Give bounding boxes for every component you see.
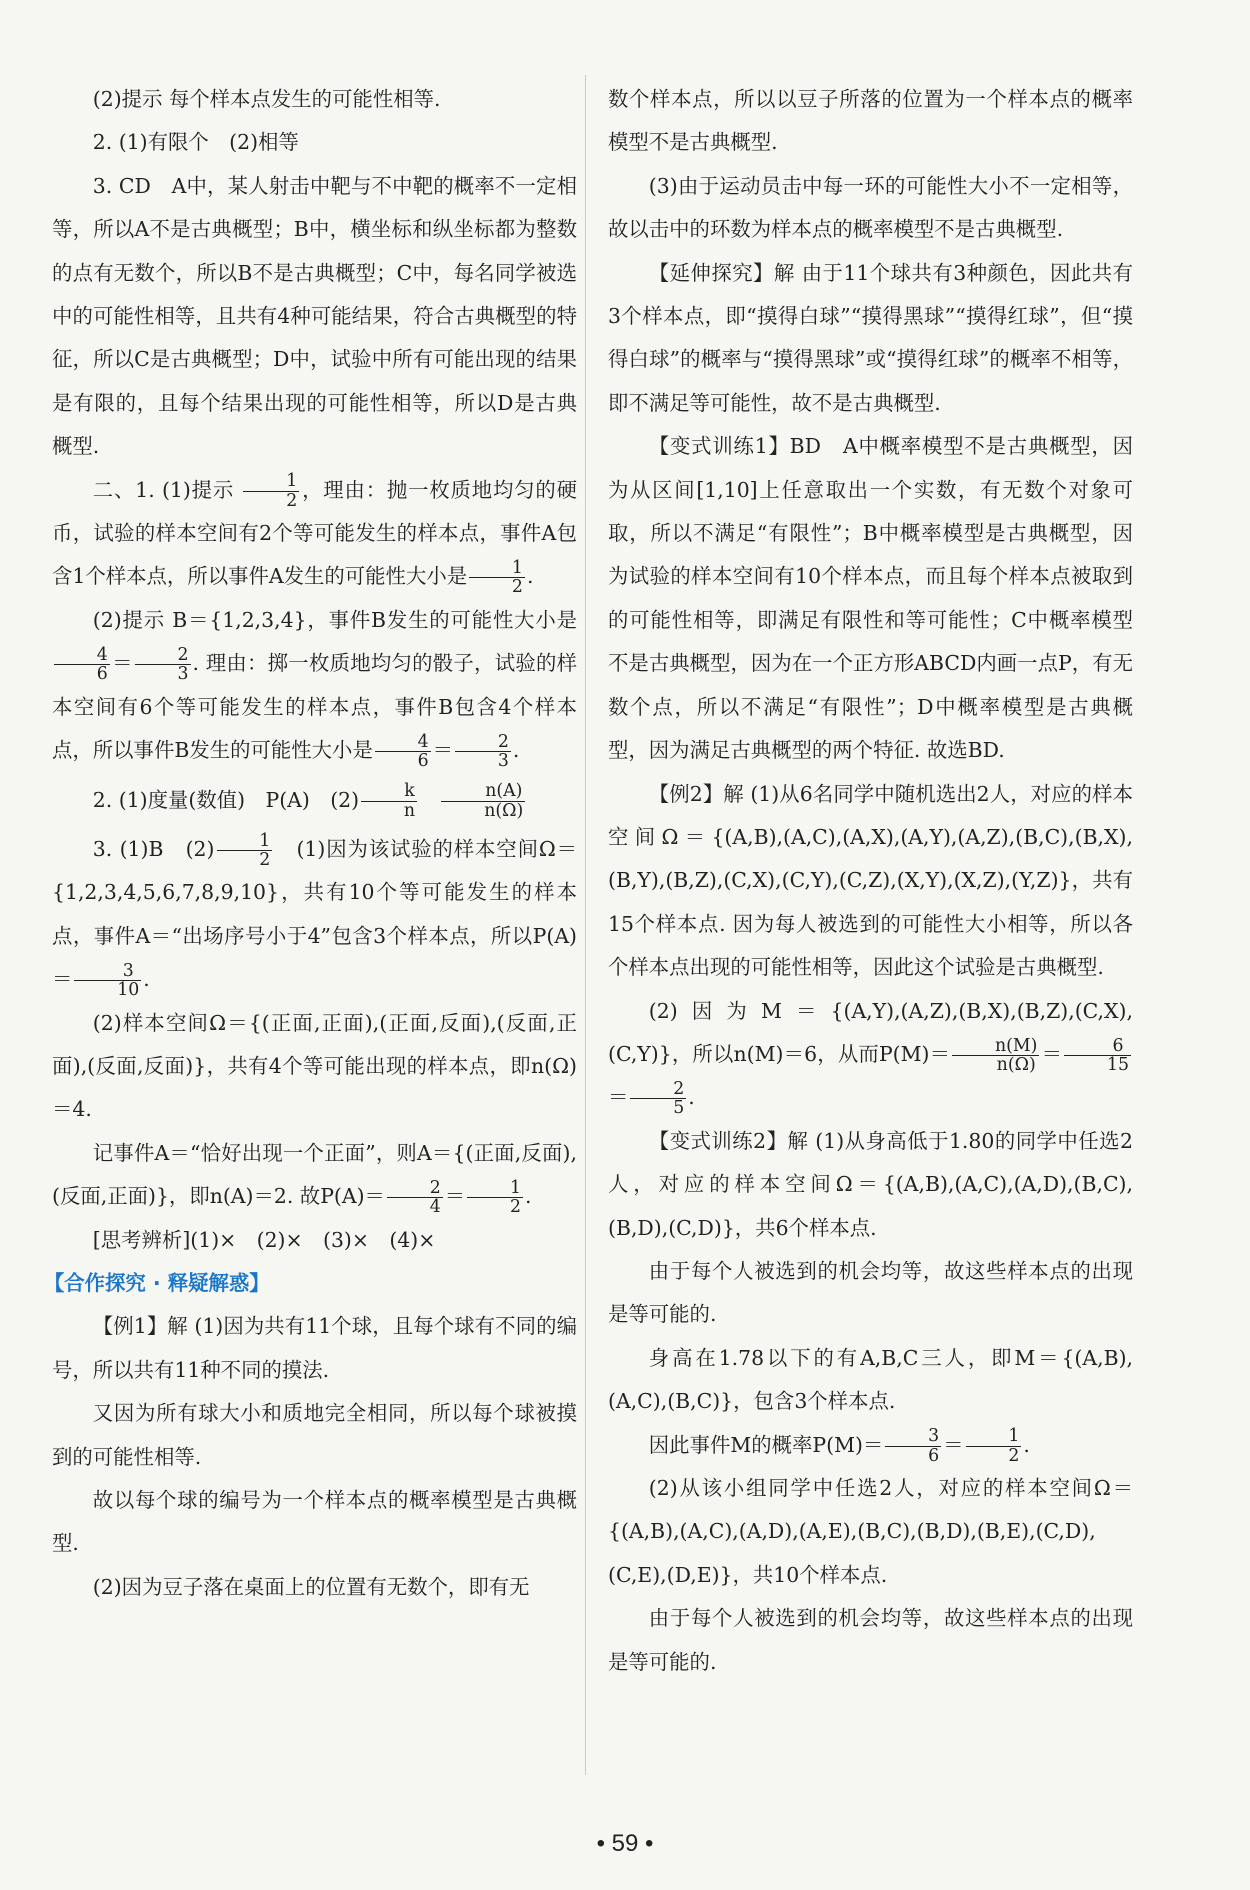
- paragraph: (2)因为M＝{(A,Y),(A,Z),(B,X),(B,Z),(C,X),(C,Y)}，所以n(M)＝6，从而P(M)＝ $\frac{n(M)}{n(\Omega)}$ ＝ $\frac{6}{15}$ ＝ $\frac{2}{5}$ .: [608, 998, 1133, 1119]
- paragraph: 【变式训练1】BD A中概率模型不是古典概型，因为从区间[1,10]上任意取出一个实数，有无数个对象可取，所以不满足“有限性”；B中概率模型是古典概型，因为试验的样本空间有10个样本点，而且每个样本点被取到的可能性相等，即满足有限性和等可能性；C中概率模型不是古典概型，因为在一个正方形ABCD内画一点P，有无数个点，所以不满足“有限性”；D中概率模型是古典概型，因为满足古典概型的两个特征. 故选BD.: [608, 434, 1133, 763]
- paragraph: 3. (1)B (2) $\frac{1}{2}$ (1)因为该试验的样本空间Ω＝{1,2,3,4,5,6,7,8,9,10}，共有10个等可能发生的样本点，事件A＝“出场序号小于4”包含3个样本点，所以P(A)＝ $\frac{3}{10}$ .: [52, 830, 578, 1001]
- paragraph: 二、1. (1)提示 $\frac{1}{2}$ ，理由：抛一枚质地均匀的硬币，试验的样本空间有2个等可能发生的样本点，事件A包含1个样本点，所以事件A发生的可能性大小是 $\frac{1}{2}$ .: [52, 471, 578, 598]
- paragraph: (2)因为豆子落在桌面上的位置有无数个，即有无: [92, 1574, 530, 1599]
- text: 二、1. (1)提示: [92, 477, 235, 502]
- paragraph: 【例2】解 (1)从6名同学中随机选出2人，对应的样本空间Ω＝{(A,B),(A,C),(A,X),(A,Y),(A,Z),(B,C),(B,X),(B,Y),(B,Z),(C,X),(C,Y),(C,Z),(X,Y),(X,Z),(Y,Z)}，共有15个样本点. 因为每人被选到的可能性大小相等，所以各个样本点出现的可能性相等，因此这个试验是古典概型.: [608, 781, 1133, 980]
- paragraph: 【变式训练2】解 (1)从身高低于1.80的同学中任选2人，对应的样本空间Ω＝{(A,B),(A,C),(A,D),(B,C),(B,D),(C,D)}，共6个样本点.: [608, 1128, 1133, 1240]
- fraction: $\frac{4}{6}$: [54, 646, 110, 683]
- paragraph: (2)提示 每个样本点发生的可能性相等.: [92, 87, 441, 111]
- paragraph: 又因为所有球大小和质地完全相同，所以每个球被摸到的可能性相等.: [52, 1401, 577, 1469]
- paragraph: (2)从该小组同学中任选2人，对应的样本空间Ω＝{(A,B),(A,C),(A,D),(A,E),(B,C),(B,D),(B,E),(C,D),(C,E),(D,E)}，共10个样本点.: [608, 1476, 1133, 1587]
- paragraph: 2. (1)有限个 (2)相等: [92, 130, 299, 155]
- section-heading: 【合作探究 · 释疑解惑】: [43, 1270, 270, 1295]
- paragraph: [52, 779, 577, 822]
- fraction: $\frac{n(M)}{n(\Omega)}$: [952, 1037, 1039, 1074]
- paragraph: 【延伸探究】解 由于11个球共有3种颜色，因此共有3个样本点，即“摸得白球”“摸得黑球”“摸得红球”，但“摸得白球”的概率与“摸得黑球”或“摸得红球”的概率不相等，即不满足等可能性，故不是古典概型.: [608, 260, 1133, 415]
- fraction: $\frac{1}{2}$: [467, 1179, 523, 1216]
- text: ，理由：抛一枚质地均匀的硬币，试验的样本空间有2个等可能发生的样本点，事件A包含1个样本点，所以事件A发生的可能性大小是: [52, 477, 578, 589]
- paragraph: [思考辨析](1)× (2)× (3)× (4)×: [92, 1227, 436, 1252]
- paragraph: 因此事件M的概率P(M)＝ $\frac{3}{6}$ ＝ $\frac{1}{2}$ .: [648, 1426, 1030, 1466]
- paragraph: 身高在1.78以下的有A,B,C三人，即M＝{(A,B),(A,C),(B,C)}，包含3个样本点.: [608, 1345, 1133, 1414]
- fraction: $\frac{6}{15}$: [1064, 1037, 1131, 1074]
- text: (2)提示 B＝{1,2,3,4}，事件B发生的可能性大小是: [92, 607, 577, 632]
- right-column: [608, 78, 1133, 1684]
- paragraph: 由于每个人被选到的机会均等，故这些样本点的出现是等可能的.: [608, 1258, 1133, 1327]
- paragraph: (3)由于运动员击中每一环的可能性大小不一定相等，故以击中的环数为样本点的概率模型不是古典概型.: [608, 173, 1133, 242]
- paragraph: 3. CD A中，某人射击中靶与不中靶的概率不一定相等，所以A不是古典概型；B中，横坐标和纵坐标都为整数的点有无数个，所以B不是古典概型；C中，每名同学被选中的可能性相等，且共有4种可能结果，符合古典概型的特征，所以C是古典概型；D中，试验中所有可能出现的结果是有限的，且每个结果出现的可能性相等，所以D是古典概型.: [52, 173, 577, 459]
- column-divider: [585, 75, 586, 1775]
- fraction: $\frac{3}{6}$: [885, 1427, 941, 1464]
- fraction: $\frac{1}{2}$: [243, 472, 299, 509]
- text: 3. (1)B (2): [92, 836, 215, 861]
- text: 因此事件M的概率P(M)＝: [648, 1432, 884, 1457]
- fraction: $\frac{2}{3}$: [135, 646, 191, 683]
- fraction: $\frac{4}{6}$: [375, 733, 431, 770]
- fraction: $\frac{2}{3}$: [455, 733, 511, 770]
- paragraph: 数个样本点，所以以豆子所落的位置为一个样本点的概率模型不是古典概型.: [608, 87, 1133, 155]
- fraction: $\frac{1}{2}$: [469, 559, 525, 596]
- text: 2. (1)度量(数值) P(A) (2): [92, 787, 360, 812]
- paragraph: 记事件A＝“恰好出现一个正面”，则A＝{(正面,反面),(反面,正面)}，即n(A)＝2. 故P(A)＝ $\frac{2}{4}$ ＝ $\frac{1}{2}$ .: [52, 1140, 577, 1218]
- fraction: $\frac{k}{n}$: [361, 782, 417, 819]
- fraction: $\frac{1}{2}$: [217, 832, 273, 869]
- fraction: $\frac{n(A)}{n(\Omega)}$: [441, 782, 525, 819]
- paragraph: 【例1】解 (1)因为共有11个球，且每个球有不同的编号，所以共有11种不同的摸法.: [52, 1314, 577, 1382]
- page-number: • 59 •: [596, 1830, 654, 1857]
- fraction: $\frac{2}{5}$: [630, 1080, 686, 1117]
- text: (2)因为M＝{(A,Y),(A,Z),(B,X),(B,Z),(C,X),(C,Y)}，所以n(M)＝6，从而P(M)＝: [608, 998, 1133, 1066]
- fraction: $\frac{1}{2}$: [966, 1427, 1022, 1464]
- fraction: $\frac{2}{4}$: [387, 1179, 443, 1216]
- text: (1)因为该试验的样本空间Ω＝{1,2,3,4,5,6,7,8,9,10}，共有10个等可能发生的样本点，事件A＝“出场序号小于4”包含3个样本点，所以P(A)＝: [52, 836, 578, 992]
- text: . 理由：掷一枚质地均匀的骰子，试验的样本空间有6个等可能发生的样本点，事件B包含4个样本点，所以事件B发生的可能性大小是: [52, 651, 577, 763]
- left-column: [43, 78, 578, 1609]
- fraction: $\frac{3}{10}$: [74, 962, 141, 999]
- paragraph: 由于每个人被选到的机会均等，故这些样本点的出现是等可能的.: [608, 1606, 1133, 1674]
- paragraph: 故以每个球的编号为一个样本点的概率模型是古典概型.: [52, 1488, 577, 1556]
- paragraph: (2)提示 B＝{1,2,3,4}，事件B发生的可能性大小是 $\frac{4}{6}$ ＝ $\frac{2}{3}$ . 理由：掷一枚质地均匀的骰子，试验的样本空间有6个等可能发生的样本点，事件B包含4个样本点，所以事件B发生的可能性大小是 $\frac{4}{6}$ ＝ $\frac{2}{3}$ .: [52, 607, 577, 772]
- text: 记事件A＝“恰好出现一个正面”，则A＝{(正面,反面),(反面,正面)}，即n(A)＝2. 故P(A)＝: [52, 1140, 577, 1209]
- paragraph: (2)样本空间Ω＝{(正面,正面),(正面,反面),(反面,正面),(反面,反面)}，共有4个等可能出现的样本点，即n(Ω)＝4.: [52, 1010, 577, 1122]
